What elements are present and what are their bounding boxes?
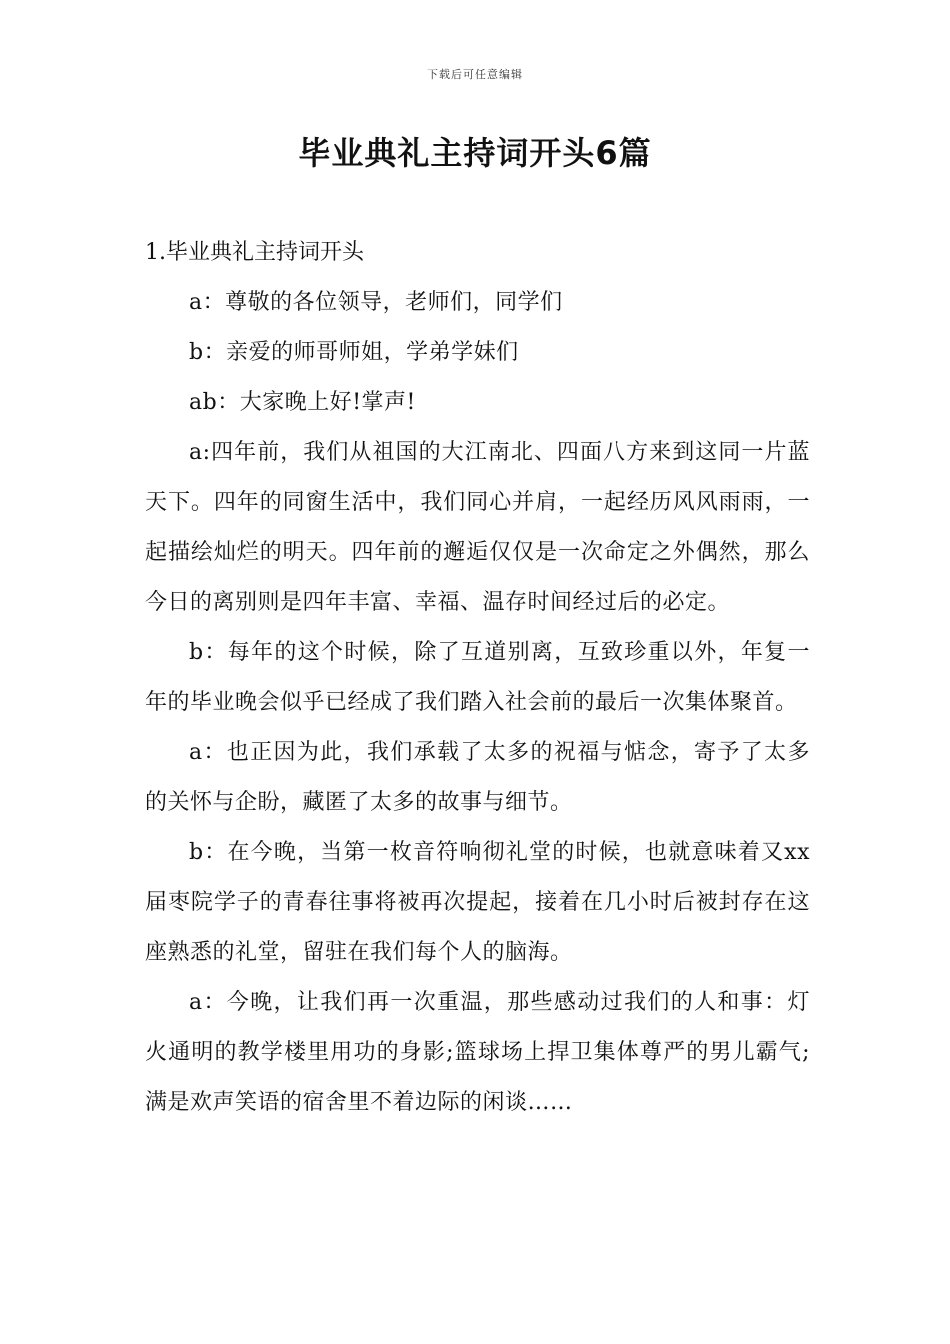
paragraph-body: b：在今晚，当第一枚音符响彻礼堂的时候，也就意味着又xx届枣院学子的青春往事将被再次提起，接着在几小时后被封存在这座熟悉的礼堂，留驻在我们每个人的脑海。 [145, 840, 810, 965]
paragraph-body: a：也正因为此，我们承载了太多的祝福与惦念，寄予了太多的关怀与企盼，藏匿了太多的故事与细节。 [145, 740, 810, 815]
paragraph-body: b：每年的这个时候，除了互道别离，互致珍重以外，年复一年的毕业晚会似乎已经成了我们踏入社会前的最后一次集体聚首。 [145, 640, 810, 715]
page-header-note: 下载后可任意编辑 [427, 68, 523, 81]
paragraph-greeting-ab: ab：大家晚上好!掌声! [189, 390, 416, 415]
document-title: 毕业典礼主持词开头6篇 [298, 134, 652, 172]
section-heading: 1.毕业典礼主持词开头 [145, 240, 364, 265]
paragraph-body: a:四年前，我们从祖国的大江南北、四面八方来到这同一片蓝天下。四年的同窗生活中，我们同心并肩，一起经历风风雨雨，一起描绘灿烂的明天。四年前的邂逅仅仅是一次命定之外偶然，那么今日的离别则是四年丰富、幸福、温存时间经过后的必定。 [145, 440, 810, 615]
document-body [145, 228, 810, 1128]
paragraph-greeting-a: a：尊敬的各位领导，老师们，同学们 [189, 290, 563, 315]
paragraph-greeting-b: b：亲爱的师哥师姐，学弟学妹们 [189, 340, 519, 365]
paragraph-body: a：今晚，让我们再一次重温，那些感动过我们的人和事：灯火通明的教学楼里用功的身影;篮球场上捍卫集体尊严的男儿霸气;满是欢声笑语的宿舍里不着边际的闲谈…… [145, 990, 810, 1115]
